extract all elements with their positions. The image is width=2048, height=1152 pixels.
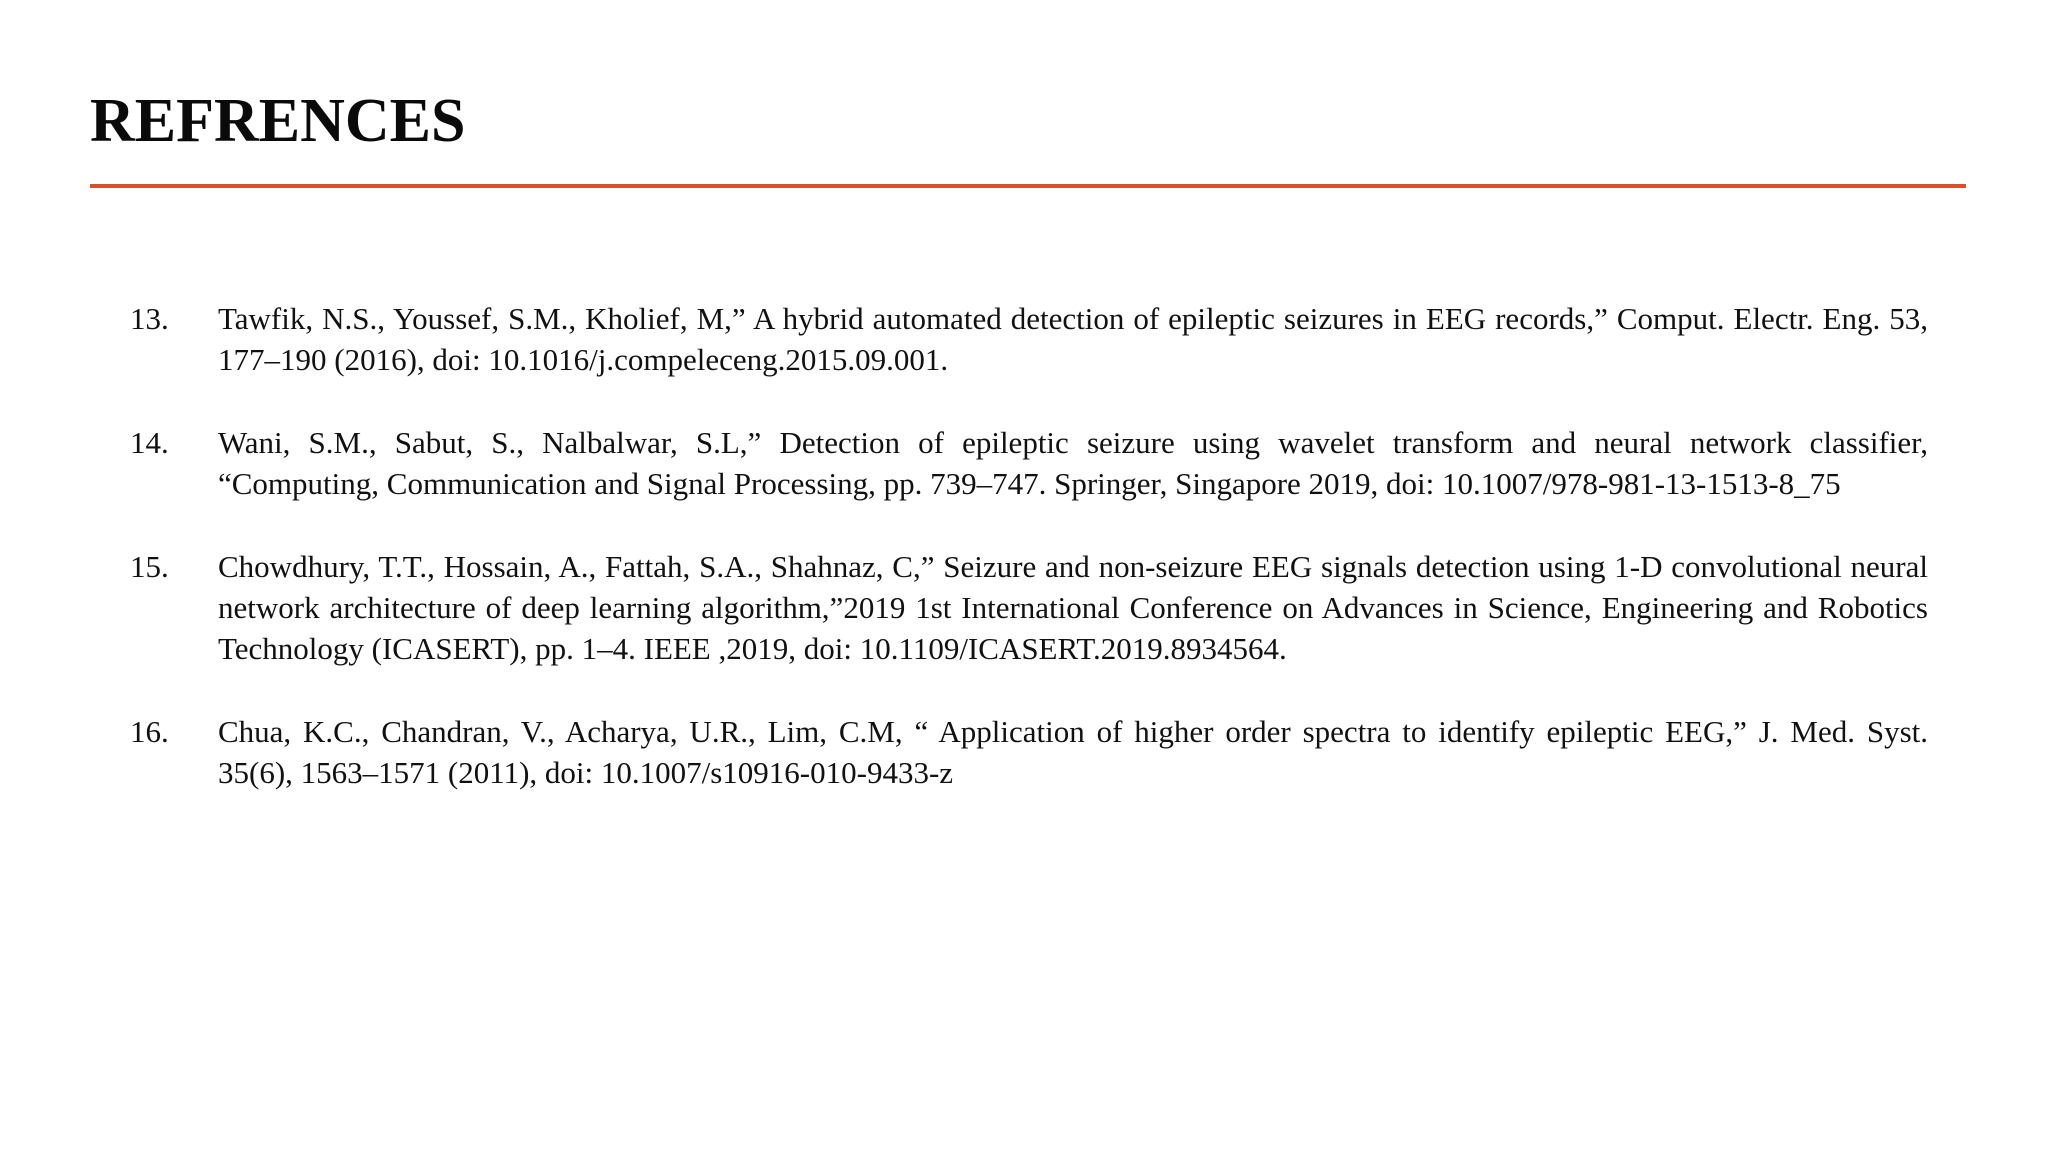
reference-number: 16.	[130, 714, 169, 749]
reference-list	[130, 298, 1928, 835]
reference-number: 14.	[130, 425, 169, 460]
reference-text: Chowdhury, T.T., Hossain, A., Fattah, S.A., Shahnaz, C,” Seizure and non-seizure EEG signals detection using 1-D convolutional neural network architecture of deep learning algorithm,”2019 1st International Conference on Advances in Science, Engineering and Robotics Technology (ICASERT), pp. 1–4. IEEE ,2019, doi: 10.1109/ICASERT.2019.8934564.	[218, 549, 1928, 666]
slide-title: REFRENCES	[90, 87, 466, 155]
reference-item	[130, 711, 1928, 793]
reference-text: Tawfik, N.S., Youssef, S.M., Kholief, M,” A hybrid automated detection of epileptic seizures in EEG records,” Comput. Electr. Eng. 53, 177–190 (2016), doi: 10.1016/j.compeleceng.2015.09.001.	[218, 301, 1928, 377]
reference-text: Wani, S.M., Sabut, S., Nalbalwar, S.L,” Detection of epileptic seizure using wavelet transform and neural network classifier, “Computing, Communication and Signal Processing, pp. 739–747. Springer, Singapore 2019, doi: 10.1007/978-981-13-1513-8_75	[218, 425, 1928, 501]
reference-item	[130, 298, 1928, 380]
reference-item	[130, 546, 1928, 669]
reference-item	[130, 422, 1928, 504]
reference-number: 13.	[130, 301, 169, 336]
reference-text: Chua, K.C., Chandran, V., Acharya, U.R., Lim, C.M, “ Application of higher order spectra to identify epileptic EEG,” J. Med. Syst. 35(6), 1563–1571 (2011), doi: 10.1007/s10916-010-9433-z	[218, 714, 1928, 790]
title-underline	[90, 184, 1966, 188]
reference-number: 15.	[130, 549, 169, 584]
